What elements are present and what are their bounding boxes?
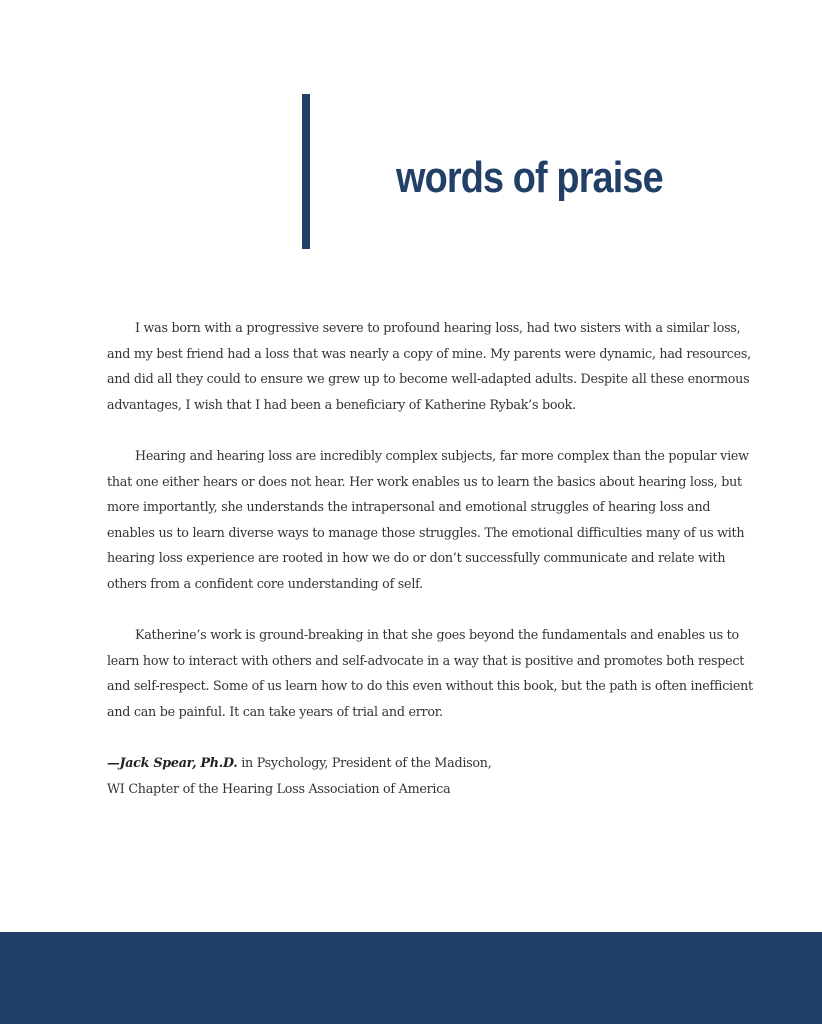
paragraph-1: I was born with a progressive severe to profound hearing loss, had two sisters with a similar loss, and my best friend had a loss that was nearly a copy of mine. My parents were dynamic, had resources, and did all they could to ensure we grew up to become well-adapted adults. Despite all these enormous advantages, I wish that I had been a beneficiary of Katherine Rybak’s book. (107, 320, 751, 412)
attribution-author: Jack Spear, Ph.D. (119, 755, 238, 771)
attribution-line-1 (107, 750, 755, 776)
footer-band (0, 932, 822, 1024)
attribution (107, 750, 755, 801)
paragraph-2: Hearing and hearing loss are incredibly complex subjects, far more complex than the popular view that one either hears or does not hear. Her work enables us to learn the basics about hearing loss, but more importantly, she understands the intrapersonal and emotional struggles of hearing loss and enables us to learn diverse ways to manage those struggles. The emotional difficulties many of us with hearing loss experience are rooted in how we do or don’t successfully communicate and relate with others from a confident core understanding of self. (107, 447, 749, 591)
page-title: words of praise (396, 153, 663, 202)
paragraph-3: Katherine’s work is ground-breaking in that she goes beyond the fundamentals and enables us to learn how to interact with others and self-advocate in a way that is positive and promotes both respect and self-respect. Some of us learn how to do this even without this book, but the path is often inefficient and can be painful. It can take years of trial and error. (107, 627, 753, 719)
praise-body (107, 315, 755, 801)
attribution-line-2: WI Chapter of the Hearing Loss Association of America (107, 780, 451, 796)
attribution-credentials: in Psychology, President of the Madison, (237, 755, 492, 771)
accent-vertical-bar (302, 94, 310, 249)
attribution-dash: — (107, 755, 120, 771)
